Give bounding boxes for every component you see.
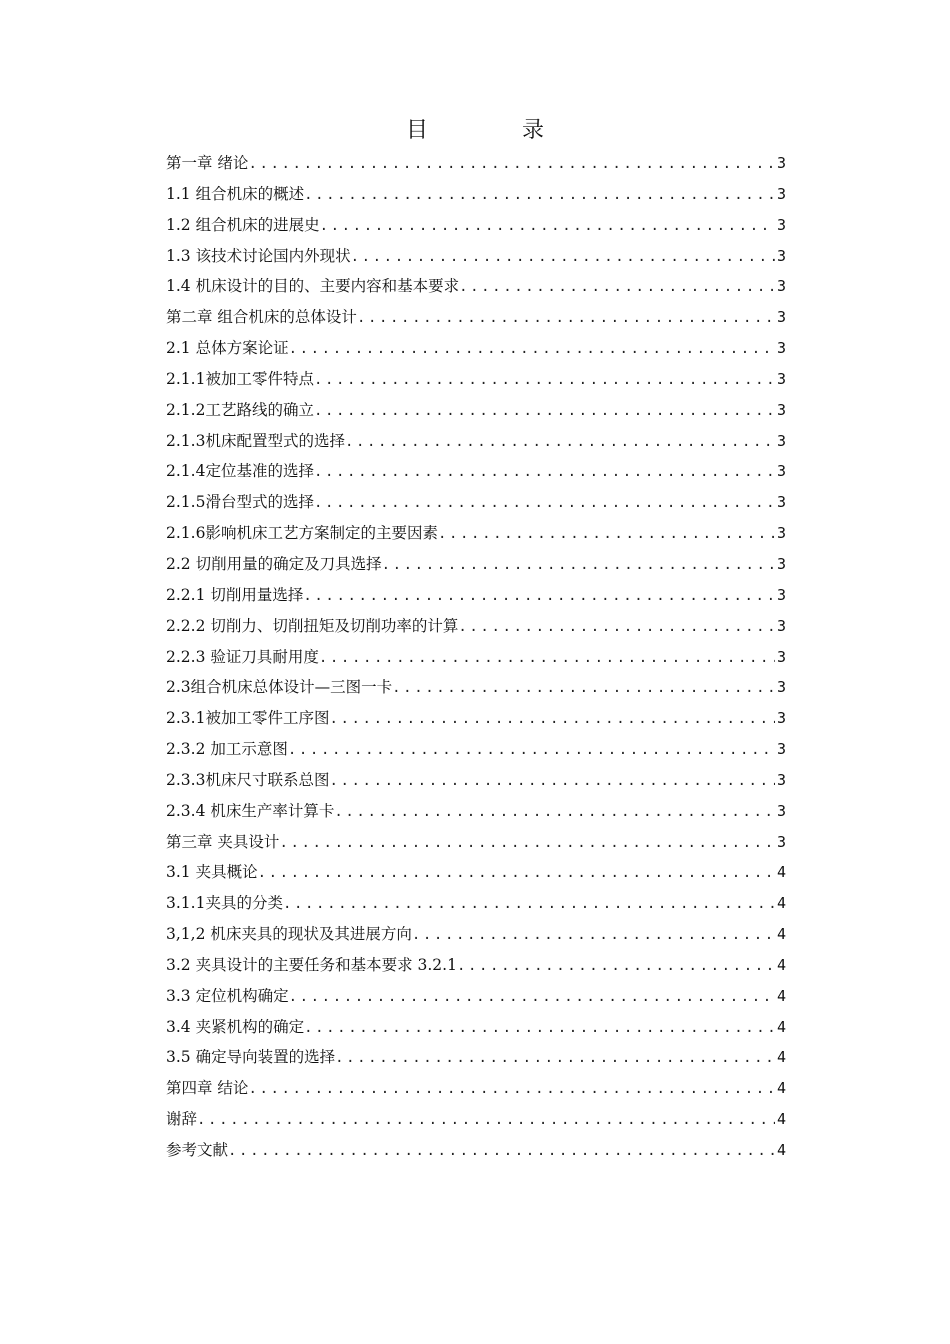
toc-entry[interactable] (166, 302, 786, 333)
toc-entry-label: 2.1.4定位基准的选择 (166, 462, 314, 481)
toc-entry-label: 2.3.4 机床生产率计算卡 (166, 801, 335, 820)
toc-entry[interactable] (166, 611, 786, 642)
toc-entry-label: 3.4 夹紧机构的确定 (166, 1017, 305, 1036)
toc-entry[interactable] (166, 241, 786, 272)
toc-entry-page-number: 4 (776, 1048, 786, 1067)
toc-entry[interactable] (166, 857, 786, 888)
toc-entry[interactable] (166, 703, 786, 734)
toc-entry[interactable] (166, 580, 786, 611)
toc-entry-page-number: 3 (776, 493, 786, 512)
toc-entry-label: 2.3.3机床尺寸联系总图 (166, 770, 330, 789)
toc-entry[interactable] (166, 549, 786, 580)
toc-entry-page-number: 4 (776, 863, 786, 882)
toc-dot-leader (329, 766, 775, 796)
toc-dot-leader (329, 704, 775, 734)
toc-entry-label: 2.2.1 切削用量选择 (166, 585, 304, 604)
toc-entry-label: 2.3.1被加工零件工序图 (166, 709, 330, 728)
toc-entry-label: 2.1 总体方案论证 (166, 339, 289, 358)
toc-dot-leader (314, 396, 775, 426)
toc-entry[interactable] (166, 1073, 786, 1104)
toc-entry[interactable] (166, 827, 786, 858)
toc-entry[interactable] (166, 734, 786, 765)
toc-entry[interactable] (166, 364, 786, 395)
toc-dot-leader (197, 1105, 775, 1135)
toc-entry[interactable] (166, 981, 786, 1012)
toc-entry[interactable] (166, 888, 786, 919)
toc-dot-leader (228, 1136, 775, 1166)
toc-entry-page-number: 3 (776, 462, 786, 481)
toc-dot-leader (459, 272, 775, 302)
toc-title: 目 录 (405, 118, 580, 143)
toc-entry[interactable] (166, 796, 786, 827)
toc-dot-leader (334, 797, 775, 827)
toc-entry-label: 1.4 机床设计的目的、主要内容和基本要求 (166, 277, 460, 296)
toc-entry-label: 2.3.2 加工示意图 (166, 740, 288, 759)
toc-entry-page-number: 4 (776, 986, 786, 1005)
toc-entry-page-number: 3 (776, 154, 786, 172)
toc-dot-leader (304, 1013, 775, 1043)
toc-entry[interactable] (166, 518, 786, 549)
toc-entry-label: 2.1.3机床配置型式的选择 (166, 431, 345, 450)
toc-entry-label: 3.1.1夹具的分类 (166, 894, 283, 913)
toc-entry-page-number: 4 (776, 925, 786, 944)
toc-entry-label: 谢辞 (166, 1110, 198, 1129)
toc-entry-label: 2.1.5滑台型式的选择 (166, 493, 314, 512)
toc-entry[interactable] (166, 148, 786, 179)
toc-entry[interactable] (166, 271, 786, 302)
toc-entry-label: 3.3 定位机构确定 (166, 986, 289, 1005)
toc-entry[interactable] (166, 765, 786, 796)
toc-entry[interactable] (166, 426, 786, 457)
toc-dot-leader (314, 488, 775, 518)
toc-entry[interactable] (166, 210, 786, 241)
toc-entry-label: 2.3组合机床总体设计—三图一卡 (166, 678, 393, 697)
toc-entry[interactable] (166, 333, 786, 364)
toc-entry[interactable] (166, 1135, 786, 1166)
toc-entry[interactable] (166, 1042, 786, 1073)
toc-entry-label: 第四章 结论 (166, 1079, 249, 1098)
toc-dot-leader (289, 334, 775, 364)
toc-entry-page-number: 3 (776, 801, 786, 820)
toc-entry[interactable] (166, 179, 786, 210)
toc-dot-leader (319, 643, 775, 673)
toc-dot-leader (314, 457, 775, 487)
toc-entry-page-number: 3 (776, 554, 786, 573)
toc-entry-page-number: 3 (776, 740, 786, 759)
toc-entry-page-number: 4 (776, 1141, 786, 1159)
toc-dot-leader (392, 673, 775, 703)
toc-entry-page-number: 3 (776, 770, 786, 789)
toc-entry-label: 1.3 该技术讨论国内外现状 (166, 246, 351, 265)
toc-entry-page-number: 4 (776, 1079, 786, 1098)
toc-entry-page-number: 3 (776, 585, 786, 604)
toc-entry-label: 2.1.2工艺路线的确立 (166, 400, 314, 419)
toc-dot-leader (304, 180, 775, 210)
toc-dot-leader (289, 982, 775, 1012)
toc-entry-page-number: 3 (776, 678, 786, 697)
toc-entry[interactable] (166, 487, 786, 518)
toc-dot-leader (314, 365, 775, 395)
toc-entry-label: 3.5 确定导向装置的选择 (166, 1048, 336, 1067)
toc-entry[interactable] (166, 456, 786, 487)
toc-dot-leader (351, 242, 775, 272)
toc-dot-leader (283, 889, 775, 919)
toc-entry-page-number: 3 (776, 215, 786, 234)
toc-entry-page-number: 3 (776, 339, 786, 358)
toc-entry[interactable] (166, 919, 786, 950)
toc-dot-leader (335, 1043, 775, 1073)
toc-entry-page-number: 3 (776, 308, 786, 327)
toc-entry-label: 1.1 组合机床的概述 (166, 184, 305, 203)
toc-entry-page-number: 3 (776, 832, 786, 851)
toc-dot-leader (357, 303, 775, 333)
toc-dot-leader (345, 427, 775, 457)
toc-entry-label: 3.2 夹具设计的主要任务和基本要求 3.2.1 (166, 955, 457, 974)
toc-entry-page-number: 3 (776, 277, 786, 296)
toc-dot-leader (288, 735, 775, 765)
toc-dot-leader (320, 211, 775, 241)
table-of-contents (166, 148, 786, 1166)
toc-dot-leader (248, 1074, 775, 1104)
toc-dot-leader (258, 858, 775, 888)
toc-dot-leader (458, 612, 775, 642)
toc-entry-label: 1.2 组合机床的进展史 (166, 215, 320, 234)
toc-dot-leader (412, 920, 775, 950)
toc-entry-label: 2.2.3 验证刀具耐用度 (166, 647, 319, 666)
toc-dot-leader (279, 828, 775, 858)
toc-entry-label: 3,1,2 机床夹具的现状及其进展方向 (166, 925, 412, 944)
toc-entry-label: 3.1 夹具概论 (166, 863, 258, 882)
toc-entry-page-number: 3 (776, 184, 786, 203)
toc-entry-label: 2.2 切削用量的确定及刀具选择 (166, 554, 382, 573)
toc-entry-page-number: 4 (776, 955, 786, 974)
toc-entry[interactable] (166, 1012, 786, 1043)
toc-entry-page-number: 3 (776, 616, 786, 635)
toc-entry-page-number: 3 (776, 246, 786, 265)
toc-entry[interactable] (166, 642, 786, 673)
toc-entry-label: 第一章 绪论 (166, 154, 249, 172)
toc-dot-leader (457, 951, 775, 981)
toc-entry-page-number: 3 (776, 400, 786, 419)
toc-entry-page-number: 3 (776, 524, 786, 543)
toc-entry-page-number: 3 (776, 647, 786, 666)
toc-entry-page-number: 4 (776, 894, 786, 913)
toc-entry-label: 2.1.6影响机床工艺方案制定的主要因素 (166, 524, 438, 543)
toc-dot-leader (303, 581, 775, 611)
toc-entry-label: 2.1.1被加工零件特点 (166, 369, 314, 388)
toc-entry-page-number: 3 (776, 431, 786, 450)
toc-entry[interactable] (166, 395, 786, 426)
toc-entry-label: 第三章 夹具设计 (166, 832, 280, 851)
toc-dot-leader (438, 519, 775, 549)
toc-dot-leader (248, 149, 775, 179)
toc-entry-page-number: 3 (776, 709, 786, 728)
toc-entry-page-number: 4 (776, 1017, 786, 1036)
toc-dot-leader (382, 550, 775, 580)
toc-entry-page-number: 3 (776, 369, 786, 388)
toc-entry-page-number: 4 (776, 1110, 786, 1129)
toc-entry[interactable] (166, 1104, 786, 1135)
toc-entry-label: 第二章 组合机床的总体设计 (166, 308, 357, 327)
toc-entry-label: 2.2.2 切削力、切削扭矩及切削功率的计算 (166, 616, 459, 635)
toc-entry[interactable] (166, 950, 786, 981)
toc-entry-label: 参考文献 (166, 1141, 229, 1159)
toc-entry[interactable] (166, 672, 786, 703)
